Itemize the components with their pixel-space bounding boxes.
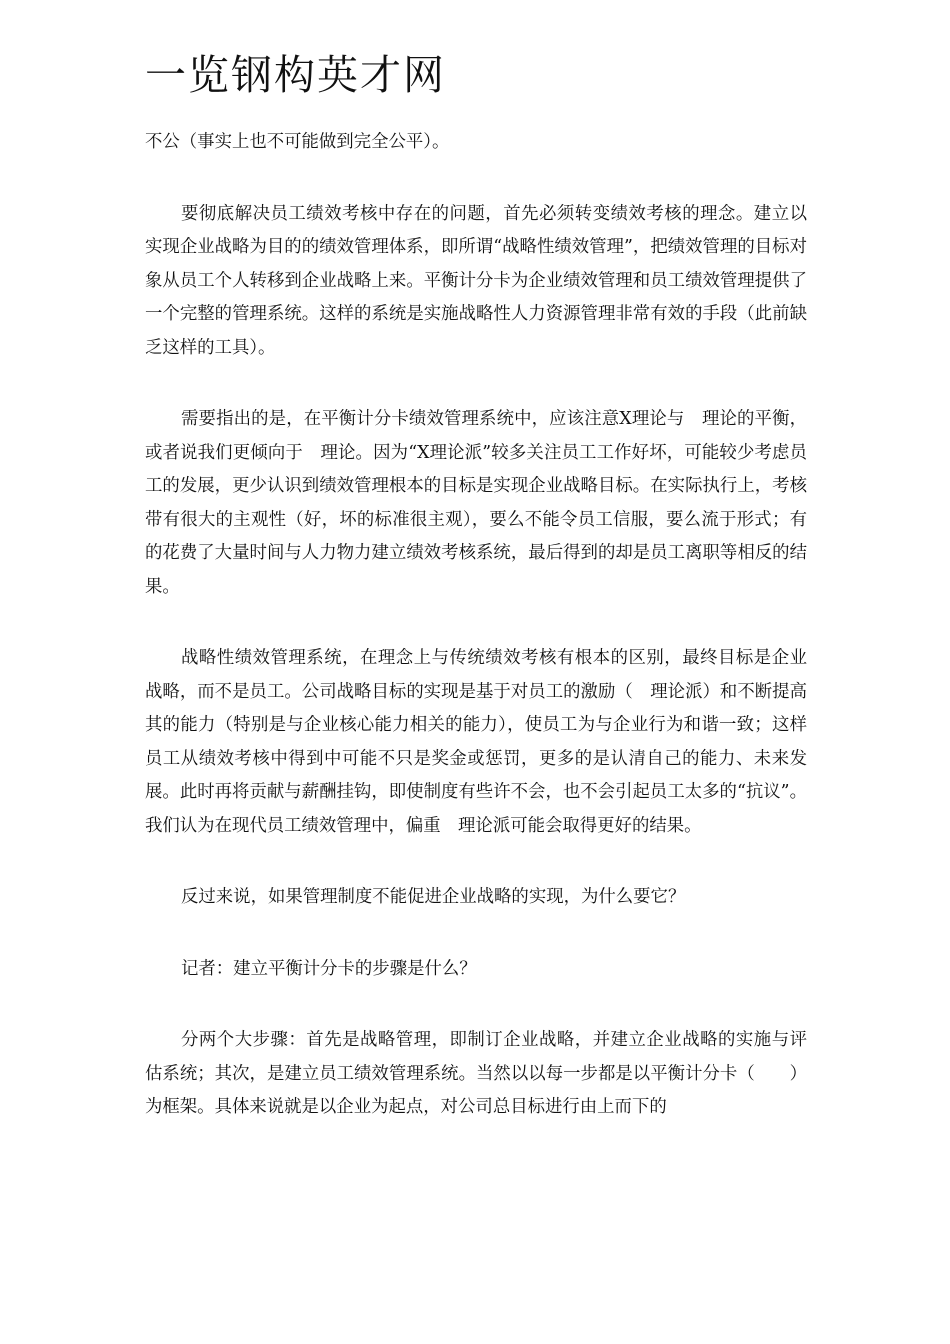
paragraph-gap	[145, 986, 807, 1024]
paragraph-gap	[145, 365, 807, 403]
paragraph-2: 要彻底解决员工绩效考核中存在的问题，首先必须转变绩效考核的理念。建立以实现企业战略为目的的绩效管理体系，即所谓“战略性绩效管理”，把绩效管理的目标对象从员工个人转移到企业战略上来。平衡计分卡为企业绩效管理和员工绩效管理提供了一个完整的管理系统。这样的系统是实施战略性人力资源管理非常有效的手段（此前缺乏这样的工具）。	[145, 203, 807, 358]
paragraph-gap	[145, 160, 807, 198]
paragraph-3: 需要指出的是，在平衡计分卡绩效管理系统中，应该注意X理论与 理论的平衡，或者说我们更倾向于 理论。因为“X理论派”较多关注员工工作好坏，可能较少考虑员工的发展，更少认识到绩效管理根本的目标是实现企业战略目标。在实际执行上，考核带有很大的主观性（好，坏的标准很主观），要么不能令员工信服，要么流于形式；有的花费了大量时间与人力物力建立绩效考核系统，最后得到的却是员工离职等相反的结果。	[145, 409, 807, 597]
paragraph-gap	[145, 843, 807, 881]
paragraph-6: 记者：建立平衡计分卡的步骤是什么？	[181, 958, 477, 979]
paragraph-5: 反过来说，如果管理制度不能促进企业战略的实现，为什么要它？	[181, 887, 686, 907]
paragraph-7: 分两个大步骤：首先是战略管理，即制订企业战略，并建立企业战略的实施与评估系统；其次，是建立员工绩效管理系统。当然以以每一步都是以平衡计分卡（ ）为框架。具体来说就是以企业为起点，对公司总目标进行由上而下的	[145, 1030, 807, 1117]
article-body	[145, 126, 807, 1125]
paragraph-gap	[145, 915, 807, 953]
paragraph-1: 不公（事实上也不可能做到完全公平）。	[145, 132, 450, 152]
paragraph-gap	[145, 604, 807, 642]
site-title: 一览钢构英才网	[145, 51, 446, 99]
paragraph-4: 战略性绩效管理系统，在理念上与传统绩效考核有根本的区别，最终目标是企业战略，而不是员工。公司战略目标的实现是基于对员工的激励（ 理论派）和不断提高其的能力（特别是与企业核心能力相关的能力），使员工为与企业行为和谐一致；这样员工从绩效考核中得到中可能不只是奖金或惩罚，更多的是认清自己的能力、未来发展。此时再将贡献与薪酬挂钩，即使制度有些许不会，也不会引起员工太多的“抗议”。我们认为在现代员工绩效管理中，偏重 理论派可能会取得更好的结果。	[145, 648, 807, 836]
